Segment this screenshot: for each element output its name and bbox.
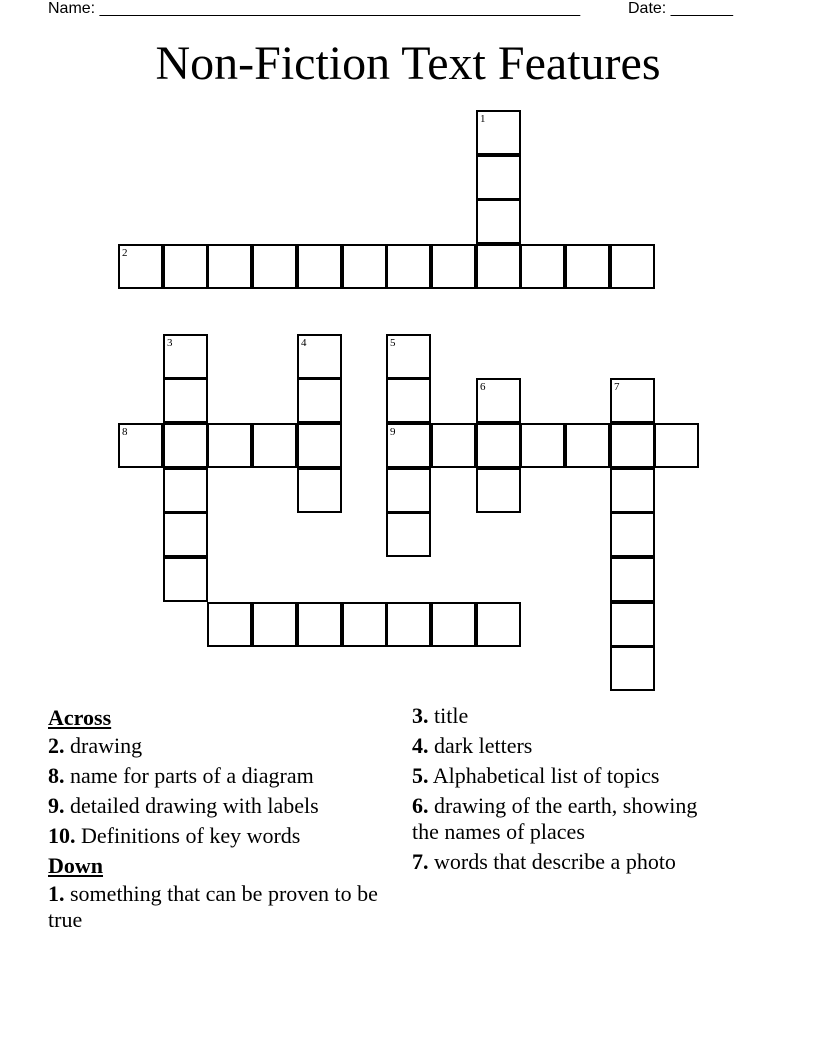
grid-cell-numbered[interactable]	[118, 423, 163, 468]
grid-cell[interactable]	[163, 557, 208, 602]
grid-cell[interactable]	[386, 378, 431, 423]
clue-number: 4.	[412, 733, 429, 758]
grid-cell[interactable]	[163, 512, 208, 557]
grid-cell[interactable]	[163, 468, 208, 513]
clue-down-6	[412, 793, 722, 845]
clue-across-10	[48, 823, 388, 849]
grid-cell[interactable]	[610, 423, 655, 468]
grid-cell[interactable]	[520, 423, 565, 468]
grid-cell-numbered[interactable]	[476, 110, 521, 155]
clue-number: 3.	[412, 703, 429, 728]
clue-number-label: 7	[614, 381, 620, 393]
clue-text: name for parts of a diagram	[70, 763, 314, 788]
down-heading: Down	[48, 853, 104, 878]
grid-cell[interactable]	[610, 244, 655, 289]
grid-cell-numbered[interactable]	[386, 334, 431, 379]
grid-cell[interactable]	[207, 602, 252, 647]
grid-cell[interactable]	[297, 602, 342, 647]
clue-text: Alphabetical list of topics	[432, 763, 660, 788]
clue-number: 5.	[412, 763, 429, 788]
grid-cell[interactable]	[431, 244, 476, 289]
clue-across-9	[48, 793, 388, 819]
grid-cell[interactable]	[386, 244, 431, 289]
grid-cell[interactable]	[431, 602, 476, 647]
grid-cell[interactable]	[476, 468, 521, 513]
grid-cell[interactable]	[520, 244, 565, 289]
clue-text: title	[434, 703, 469, 728]
grid-cell[interactable]	[163, 423, 208, 468]
clue-down-1	[48, 881, 388, 933]
grid-cell[interactable]	[476, 244, 521, 289]
clue-text: drawing	[70, 733, 143, 758]
grid-cell[interactable]	[476, 155, 521, 200]
date-label: Date:	[628, 0, 671, 17]
grid-cell-numbered[interactable]	[118, 244, 163, 289]
clues-right-column	[412, 703, 772, 879]
grid-cell[interactable]	[252, 244, 297, 289]
clue-down-3	[412, 703, 772, 729]
clue-number: 8.	[48, 763, 65, 788]
clue-text: Definitions of key words	[81, 823, 301, 848]
grid-cell[interactable]	[342, 244, 387, 289]
clue-number: 10.	[48, 823, 76, 848]
clue-across-8	[48, 763, 388, 789]
clue-number-label: 1	[480, 113, 486, 125]
grid-cell-numbered[interactable]	[610, 378, 655, 423]
grid-cell[interactable]	[565, 244, 610, 289]
grid-cell[interactable]	[386, 468, 431, 513]
clues-left-column	[48, 703, 388, 937]
clue-number-label: 2	[122, 247, 128, 259]
clue-text: something that can be proven to be true	[48, 881, 378, 932]
grid-cell[interactable]	[252, 423, 297, 468]
grid-cell[interactable]	[610, 646, 655, 691]
grid-cell[interactable]	[297, 423, 342, 468]
grid-cell[interactable]	[207, 244, 252, 289]
clue-number: 1.	[48, 881, 65, 906]
grid-cell[interactable]	[297, 468, 342, 513]
clue-text: dark letters	[434, 733, 533, 758]
grid-cell[interactable]	[207, 423, 252, 468]
clue-text: words that describe a photo	[434, 849, 676, 874]
name-blank[interactable]: ______________________________________________________	[99, 0, 581, 17]
clue-down-5	[412, 763, 772, 789]
clue-number-label: 6	[480, 381, 486, 393]
name-label: Name:	[48, 0, 100, 17]
grid-cell-numbered[interactable]	[476, 378, 521, 423]
grid-cell[interactable]	[297, 378, 342, 423]
grid-cell-numbered[interactable]	[163, 334, 208, 379]
clue-text: drawing of the earth, showing the names of places	[412, 793, 698, 844]
clue-across-2	[48, 733, 388, 759]
grid-cell[interactable]	[386, 602, 431, 647]
grid-cell[interactable]	[163, 244, 208, 289]
puzzle-title: Non-Fiction Text Features	[155, 37, 661, 90]
clue-number: 7.	[412, 849, 429, 874]
grid-cell-numbered[interactable]	[386, 423, 431, 468]
clue-number: 9.	[48, 793, 65, 818]
grid-cell[interactable]	[610, 512, 655, 557]
grid-cell[interactable]	[476, 199, 521, 244]
across-heading: Across	[48, 705, 112, 730]
grid-cell[interactable]	[386, 512, 431, 557]
grid-cell[interactable]	[610, 557, 655, 602]
clue-number-label: 4	[301, 337, 307, 349]
clue-down-4	[412, 733, 772, 759]
clue-number-label: 5	[390, 337, 396, 349]
grid-cell[interactable]	[476, 423, 521, 468]
date-blank[interactable]: _______	[670, 0, 733, 17]
grid-cell-numbered[interactable]	[297, 334, 342, 379]
grid-cell[interactable]	[431, 423, 476, 468]
clue-number-label: 8	[122, 426, 128, 438]
clue-text: detailed drawing with labels	[70, 793, 319, 818]
grid-cell[interactable]	[610, 602, 655, 647]
clue-number-label: 3	[167, 337, 173, 349]
grid-cell[interactable]	[342, 602, 387, 647]
grid-cell[interactable]	[610, 468, 655, 513]
clue-number-label: 9	[390, 426, 396, 438]
grid-cell[interactable]	[654, 423, 699, 468]
grid-cell[interactable]	[565, 423, 610, 468]
clue-down-7	[412, 849, 772, 875]
grid-cell[interactable]	[163, 378, 208, 423]
grid-cell[interactable]	[476, 602, 521, 647]
grid-cell[interactable]	[297, 244, 342, 289]
clue-number: 2.	[48, 733, 65, 758]
clue-number: 6.	[412, 793, 429, 818]
grid-cell[interactable]	[252, 602, 297, 647]
